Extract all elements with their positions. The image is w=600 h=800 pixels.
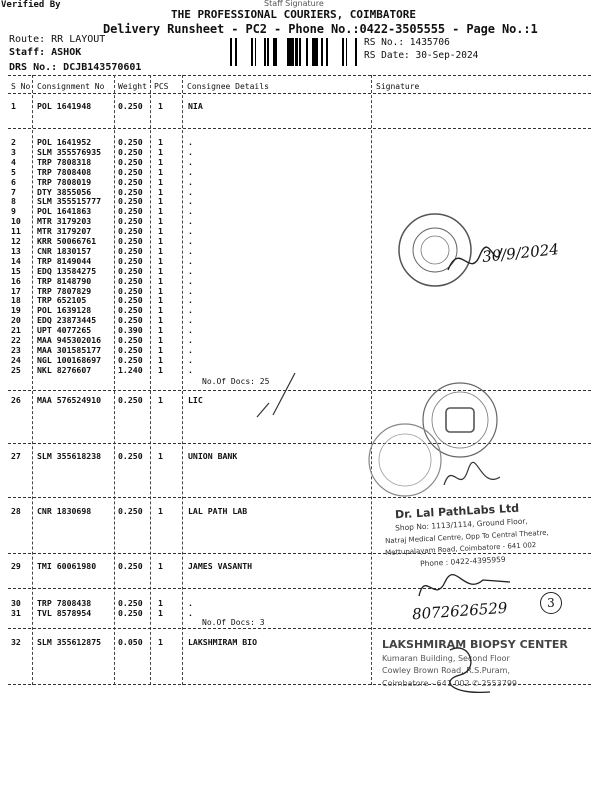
table-row: 17 TRP 7807829 0.250 1 . (11, 285, 193, 296)
handwritten-phone: 8072626529 (411, 598, 508, 624)
lakshmiram-stamp-line3: Coimbatore - 641 002 ✆ 2553799 (382, 679, 518, 688)
table-row: 8 SLM 355515777 0.250 1 . (11, 196, 193, 207)
table-row: 26 MAA 576524910 0.250 1 LIC (11, 395, 203, 405)
table-row: 3 SLM 355576935 0.250 1 . (11, 146, 193, 157)
col-sno: S No (11, 82, 31, 91)
tick-mark (255, 355, 315, 425)
table-row: 10 MTR 3179203 0.250 1 . (11, 216, 193, 227)
company-title: THE PROFESSIONAL COURIERS, COIMBATORE (171, 8, 417, 21)
table-row: 27 SLM 355618238 0.250 1 UNION BANK (11, 451, 238, 461)
table-row: 11 MTR 3179207 0.250 1 . (11, 226, 193, 237)
docs-count-1: No.Of Docs: 25 (202, 377, 270, 386)
verified-by-label: Verified By (1, 0, 61, 10)
table-row: 13 CNR 1830157 0.250 1 . (11, 245, 193, 256)
table-row: 2 POL 1641952 0.250 1 . (11, 137, 193, 147)
table-row: 18 TRP 652105 0.250 1 . (11, 295, 193, 306)
table-row: 25 NKL 8276607 1.240 1 . (11, 364, 193, 375)
table-row: 24 NGL 100168697 0.250 1 . (11, 354, 193, 365)
lakshmiram-stamp-line1: Kumaran Building, Second Floor (382, 654, 510, 663)
table-row: 20 EDQ 23873445 0.250 1 . (11, 315, 193, 326)
rs-number: RS No.: 1435706 (364, 37, 450, 48)
table-row: 12 KRR 50066761 0.250 1 . (11, 236, 193, 246)
col-weight: Weight (118, 82, 147, 91)
table-row: 21 UPT 4077265 0.390 1 . (11, 325, 193, 336)
table-row: 1 POL 1641948 0.250 1 NIA (11, 101, 203, 111)
table-row: 7 DTY 3855056 0.250 1 . (11, 186, 193, 197)
table-row: 19 POL 1639128 0.250 1 . (11, 305, 193, 316)
runsheet-title: Delivery Runsheet - PC2 - Phone No.:0422-3505555 - Page No.:1 (103, 22, 538, 36)
union-bank-round-stamp (365, 420, 445, 500)
lal-stamp-line1: Shop No: 1113/1114, Ground Floor, (394, 516, 528, 533)
table-row: 28 CNR 1830698 0.250 1 LAL PATH LAB (11, 506, 248, 516)
docs-count-2: No.Of Docs: 3 (202, 618, 265, 627)
table-row: 22 MAA 945302016 0.250 1 . (11, 335, 193, 345)
union-bank-signature (440, 455, 510, 505)
col-pcs: PCS (154, 82, 169, 91)
table-row: 32 SLM 355612875 0.050 1 LAKSHMIRAM BIO (11, 637, 258, 647)
table-row: 16 TRP 8148790 0.250 1 . (11, 275, 193, 286)
table-row: 4 TRP 7808318 0.250 1 . (11, 156, 193, 167)
table-row: 14 TRP 8149044 0.250 1 . (11, 255, 193, 266)
lal-stamp-line4: Phone : 0422-4395959 (419, 554, 506, 569)
drs-number: DRS No.: DCJB143570601 (9, 62, 142, 73)
staff-signature-label: Staff Signature (264, 0, 324, 8)
lal-stamp-line3: Mettupalayam Road, Coimbatore - 641 002 (384, 541, 537, 557)
table-row: 30 TRP 7808438 0.250 1 . (11, 598, 193, 608)
table-row: 23 MAA 301585177 0.250 1 . (11, 344, 193, 355)
table-row: 5 TRP 7808408 0.250 1 . (11, 166, 193, 177)
lal-stamp-line2: Natraj Medical Centre, Opp To Central Theatre, (384, 528, 549, 546)
table-row: 31 TVL 8578954 0.250 1 . (11, 608, 193, 618)
table-row: 9 POL 1641863 0.250 1 . (11, 206, 193, 217)
rs-date: RS Date: 30-Sep-2024 (364, 50, 479, 61)
barcode (230, 38, 358, 66)
lakshmiram-signature (440, 640, 510, 700)
lakshmiram-stamp-name: LAKSHMIRAM BIOPSY CENTER (382, 638, 568, 651)
circled-count: 3 (540, 592, 562, 614)
table-row: 29 TMI 60061980 0.250 1 JAMES VASANTH (11, 561, 253, 571)
staff-label: Staff: ASHOK (9, 47, 82, 58)
col-consignment: Consignment No (37, 82, 105, 91)
lal-stamp-name: Dr. Lal PathLabs Ltd (394, 501, 520, 522)
table-row: 15 EDQ 13584275 0.250 1 . (11, 265, 193, 276)
handwritten-date: 30/9/2024 (481, 240, 560, 266)
table-row: 6 TRP 7808019 0.250 1 . (11, 176, 193, 187)
col-consignee: Consignee Details (187, 82, 269, 91)
lakshmiram-stamp-line2: Cowley Brown Road, R.S.Puram, (382, 666, 510, 675)
col-signature: Signature (376, 82, 420, 91)
route-label: Route: RR LAYOUT (9, 34, 106, 45)
